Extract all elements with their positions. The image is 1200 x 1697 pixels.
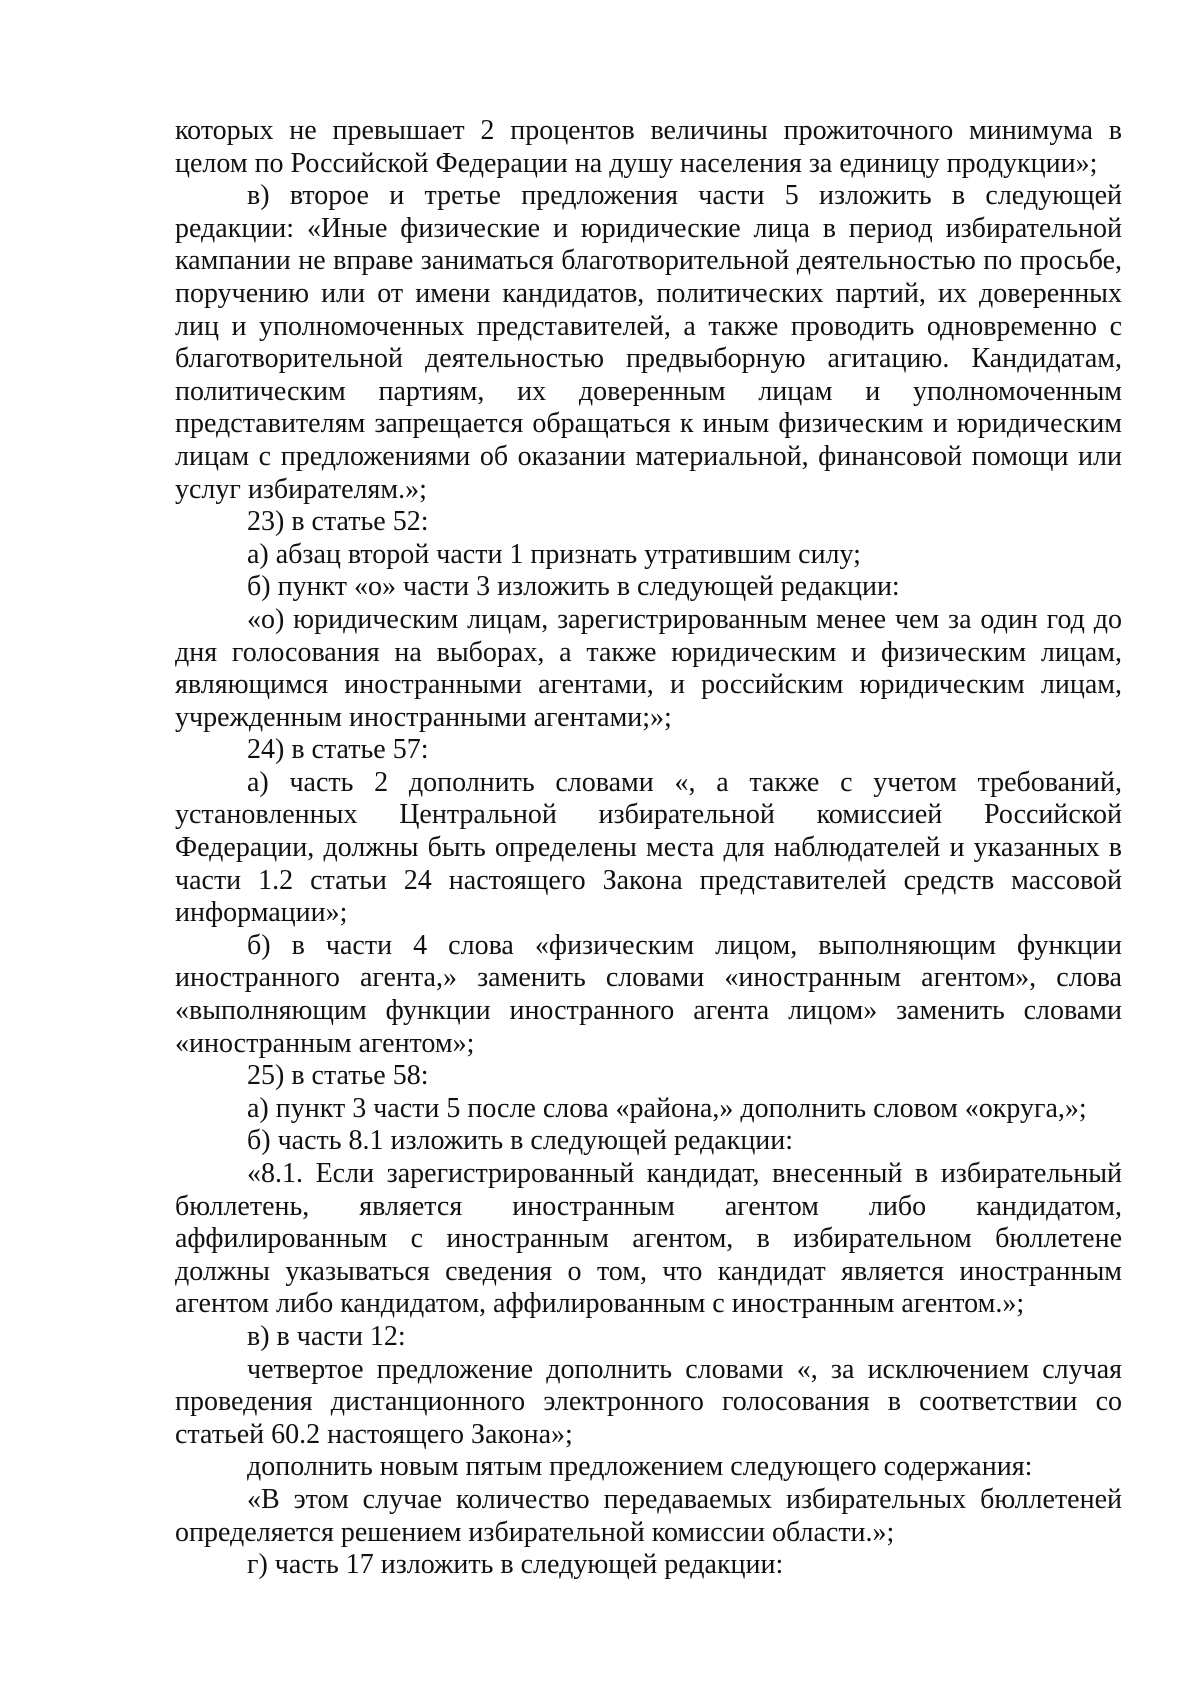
paragraph: дополнить новым пятым предложением следующего содержания: [247,1451,1033,1483]
paragraph: а) пункт 3 части 5 после слова «района,» дополнить словом «округа,»; [247,1092,1087,1124]
paragraph: четвертое предложение дополнить словами «, за исключением случая проведения дистанционного электронного голосования в соответствии со статьей 60.2 настоящего Закона»; [175,1353,1122,1450]
document-page [175,115,1122,1582]
paragraph: 24) в статье 57: [247,734,429,766]
paragraph: а) абзац второй части 1 признать утратившим силу; [247,538,861,570]
paragraph: 23) в статье 52: [247,506,429,538]
paragraph: б) в части 4 слова «физическим лицом, выполняющим функции иностранного агента,» заменить словами «иностранным агентом», слова «выполняющим функции иностранного агента лицом» заменить словами «иностранным агентом»; [175,929,1122,1059]
paragraph: в) в части 12: [247,1320,406,1352]
paragraph: а) часть 2 дополнить словами «, а также с учетом требований, установленных Центральной избирательной комиссией Российской Федерации, должны быть определены места для наблюдателей и указанных в части 1.2 статьи 24 настоящего Закона представителей средств массовой информации»; [175,766,1122,929]
paragraph: б) часть 8.1 изложить в следующей редакции: [247,1125,794,1157]
paragraph: «о) юридическим лицам, зарегистрированным менее чем за один год до дня голосования на выборах, а также юридическим и физическим лицам, являющимся иностранными агентами, и российским юридическим лицам, учрежденным иностранными агентами;»; [175,603,1122,733]
paragraph: «В этом случае количество передаваемых избирательных бюллетеней определяется решением избирательной комиссии области.»; [175,1483,1122,1548]
paragraph: «8.1. Если зарегистрированный кандидат, внесенный в избирательный бюллетень, является иностранным агентом либо кандидатом, аффилированным с иностранным агентом, в избирательном бюллетене должны указываться сведения о том, что кандидат является иностранным агентом либо кандидатом, аффилированным с иностранным агентом.»; [175,1158,1122,1320]
paragraph: в) второе и третье предложения части 5 изложить в следующей редакции: «Иные физические и юридические лица в период избирательной кампании не вправе заниматься благотворительной деятельностью по просьбе, поручению или от имени кандидатов, политических партий, их доверенных лиц и уполномоченных представителей, а также проводить одновременно с благотворительной деятельностью предвыборную агитацию. Кандидатам, политическим партиям, их доверенным лицам и уполномоченным представителям запрещается обращаться к иным физическим и юридическим лицам с предложениями об оказании материальной, финансовой помощи или услуг избирателям.»; [175,180,1122,505]
paragraph: которых не превышает 2 процентов величины прожиточного минимума в целом по Российской Федерации на душу населения за единицу продукции»; [175,115,1122,179]
paragraph: б) пункт «о» части 3 изложить в следующей редакции: [247,571,900,603]
paragraph: 25) в статье 58: [247,1060,429,1092]
paragraph: г) часть 17 изложить в следующей редакции: [247,1549,784,1581]
